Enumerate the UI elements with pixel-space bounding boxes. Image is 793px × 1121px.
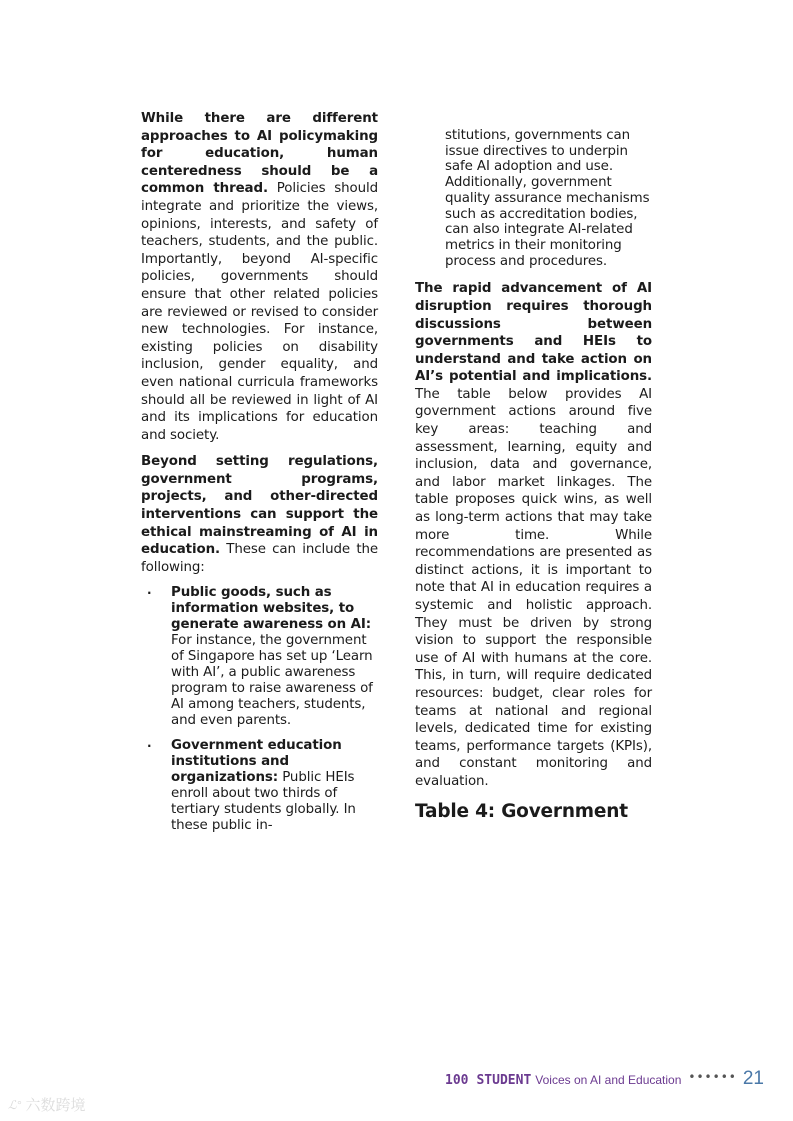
footer-subtitle: Voices on AI and Education (535, 1073, 682, 1087)
list-item (141, 738, 378, 834)
right-column (415, 128, 652, 820)
list-item-continuation: stitutions, governments can issue directives to underpin safe AI adoption and use. Additionally, government quality assurance mechanisms such as accreditation bodies, can also integrate AI-related metrics in their monitoring process and procedures. (445, 128, 650, 269)
brand-word: STUDENT (476, 1073, 532, 1088)
paragraph-body: These can include the following: (141, 542, 378, 575)
bullet-list (141, 585, 378, 834)
list-item-lead-bold: Government education institutions and organizations: (171, 738, 342, 786)
paragraph-government-programs (141, 453, 378, 576)
dot-leader: •••••• (688, 1070, 737, 1084)
list-item (141, 585, 378, 729)
page-footer (445, 1068, 764, 1092)
left-column (141, 110, 378, 843)
paragraph-body: Policies should integrate and prioritize the views, opinions, interests, and safety of teachers, students, and the public. Importantly, beyond AI-specific policies, governments should ensure that other related policies are reviewed or revised to consider new technologies. For instance, existing policies on disability inclusion, gender equality, and even national curricula frameworks should all be reviewed in light of AI and its implications for education and society. (141, 181, 378, 443)
watermark-logo-icon: ℒ° (8, 1097, 22, 1112)
table-heading: Table 4: Government (415, 800, 628, 822)
paragraph-lead-bold: Beyond setting regulations, government programs, projects, and other-directed interventions can support the ethical mainstreaming of AI in education. (141, 454, 378, 558)
paragraph-body: The table below provides AI government actions around five key areas: teaching and assessment, learning, equity and inclusion, data and governance, and labor market linkages. The table proposes quick wins, as well as long-term actions that may take more time. While recommendations are presented as distinct actions, it is important to note that AI in education requires a systemic and holistic approach. They must be driven by strong vision to support the responsible use of AI with humans at the core. This, in turn, will require dedicated resources: budget, clear roles for teams at national and regional levels, dedicated time for existing teams, performance targets (KPIs), and constant monitoring and evaluation. (415, 386, 652, 789)
list-item-body: Public HEIs enroll about two thirds of tertiary students globally. In these public in- (171, 770, 356, 834)
paragraph-rapid-advancement (415, 280, 652, 790)
paragraph-lead-bold: The rapid advancement of AI disruption requires thorough discussions between governments and HEIs to understand and take action on AI’s potential and implications. (415, 281, 652, 385)
paragraph-human-centeredness (141, 110, 378, 444)
watermark-text: 六数跨境 (25, 1097, 86, 1114)
list-item-body: For instance, the government of Singapore has set up ‘Learn with AI’, a public awareness program to raise awareness of AI among teachers, students, and even parents. (171, 633, 373, 729)
watermark (8, 1094, 85, 1115)
brand-number: 100 (445, 1073, 469, 1088)
paragraph-lead-bold: While there are different approaches to AI policymaking for education, human centeredness should be a common thread. (141, 111, 378, 197)
bullet-marker: · (147, 586, 152, 601)
list-item-lead-bold: Public goods, such as information websites, to generate awareness on AI: (171, 585, 372, 633)
bullet-marker: · (147, 739, 152, 754)
page-number: 21 (742, 1068, 764, 1089)
